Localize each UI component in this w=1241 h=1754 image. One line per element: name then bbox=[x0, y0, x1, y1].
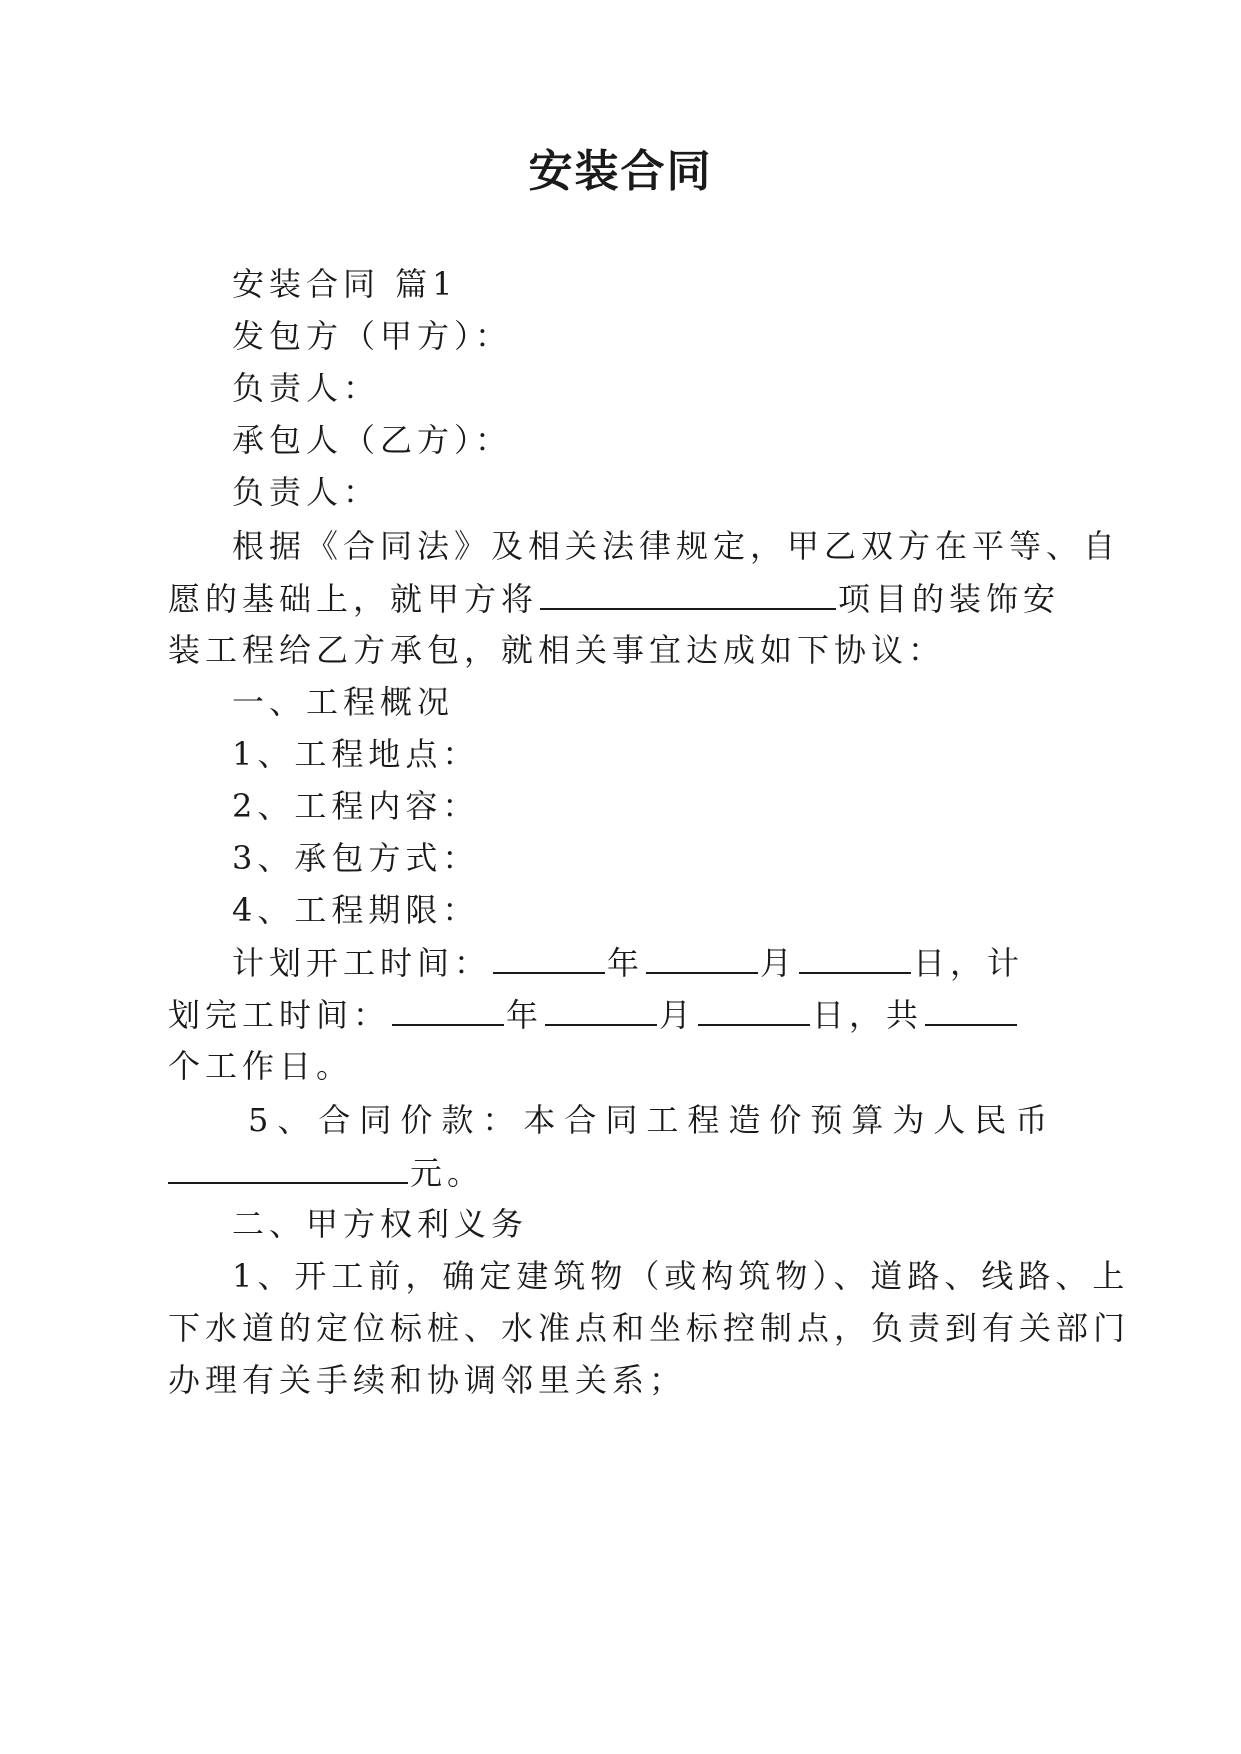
preamble-line-3: 装工程给乙方承包，就相关事宜达成如下协议： bbox=[168, 631, 946, 669]
month-label: 月 bbox=[659, 996, 697, 1034]
section-heading: 二、甲方权利义务 bbox=[232, 1205, 529, 1243]
workdays-blank bbox=[925, 998, 1017, 1026]
start-month-blank bbox=[646, 946, 758, 974]
end-month-blank bbox=[545, 998, 657, 1026]
party-b-responsible-label: 负责人： bbox=[232, 473, 381, 511]
party-a-label: 发包方（甲方）： bbox=[232, 317, 513, 355]
clause-item: 4、工程期限： bbox=[232, 891, 480, 929]
preamble-line-2 bbox=[168, 580, 1061, 618]
party-a-responsible-label: 负责人： bbox=[232, 369, 381, 407]
end-date-label: 划完工时间： bbox=[168, 996, 391, 1034]
section-heading: 一、工程概况 bbox=[232, 683, 455, 721]
preamble-line-1: 根据《合同法》及相关法律规定，甲乙双方在平等、自 bbox=[232, 527, 1121, 565]
year-label: 年 bbox=[506, 996, 544, 1034]
workdays-line: 个工作日。 bbox=[168, 1047, 354, 1085]
contract-price-amount-line bbox=[168, 1154, 485, 1192]
end-date-line bbox=[168, 996, 1019, 1034]
clause-item: 2、工程内容： bbox=[232, 787, 480, 825]
end-day-blank bbox=[698, 998, 810, 1026]
preamble-text: 愿的基础上，就甲方将 bbox=[168, 580, 539, 618]
clause-text: 办理有关手续和协调邻里关系； bbox=[168, 1361, 687, 1399]
start-date-label: 计划开工时间： bbox=[232, 944, 492, 982]
month-label: 月 bbox=[760, 944, 798, 982]
project-name-blank bbox=[540, 582, 836, 610]
start-day-blank bbox=[799, 946, 911, 974]
end-year-blank bbox=[392, 998, 504, 1026]
clause-text: 下水道的定位标桩、水准点和坐标控制点，负责到有关部门 bbox=[168, 1309, 1131, 1347]
section-heading: 安装合同 篇1 bbox=[232, 265, 458, 303]
start-year-blank bbox=[493, 946, 605, 974]
clause-item: 3、承包方式： bbox=[232, 839, 480, 877]
year-label: 年 bbox=[607, 944, 645, 982]
document-title: 安装合同 bbox=[528, 146, 713, 197]
clause-item: 1、工程地点： bbox=[232, 735, 480, 773]
party-b-label: 承包人（乙方）： bbox=[232, 421, 513, 459]
contract-price-line: 5、合同价款：本合同工程造价预算为人民币 bbox=[248, 1101, 1057, 1139]
day-label: 日，共 bbox=[812, 996, 924, 1034]
currency-unit: 元。 bbox=[410, 1154, 485, 1192]
preamble-text: 项目的装饰安 bbox=[838, 580, 1061, 618]
day-label: 日，计 bbox=[913, 944, 1025, 982]
price-amount-blank bbox=[168, 1156, 408, 1184]
clause-text: 1、开工前，确定建筑物（或构筑物）、道路、线路、上 bbox=[232, 1257, 1130, 1295]
start-date-line bbox=[232, 944, 1025, 982]
